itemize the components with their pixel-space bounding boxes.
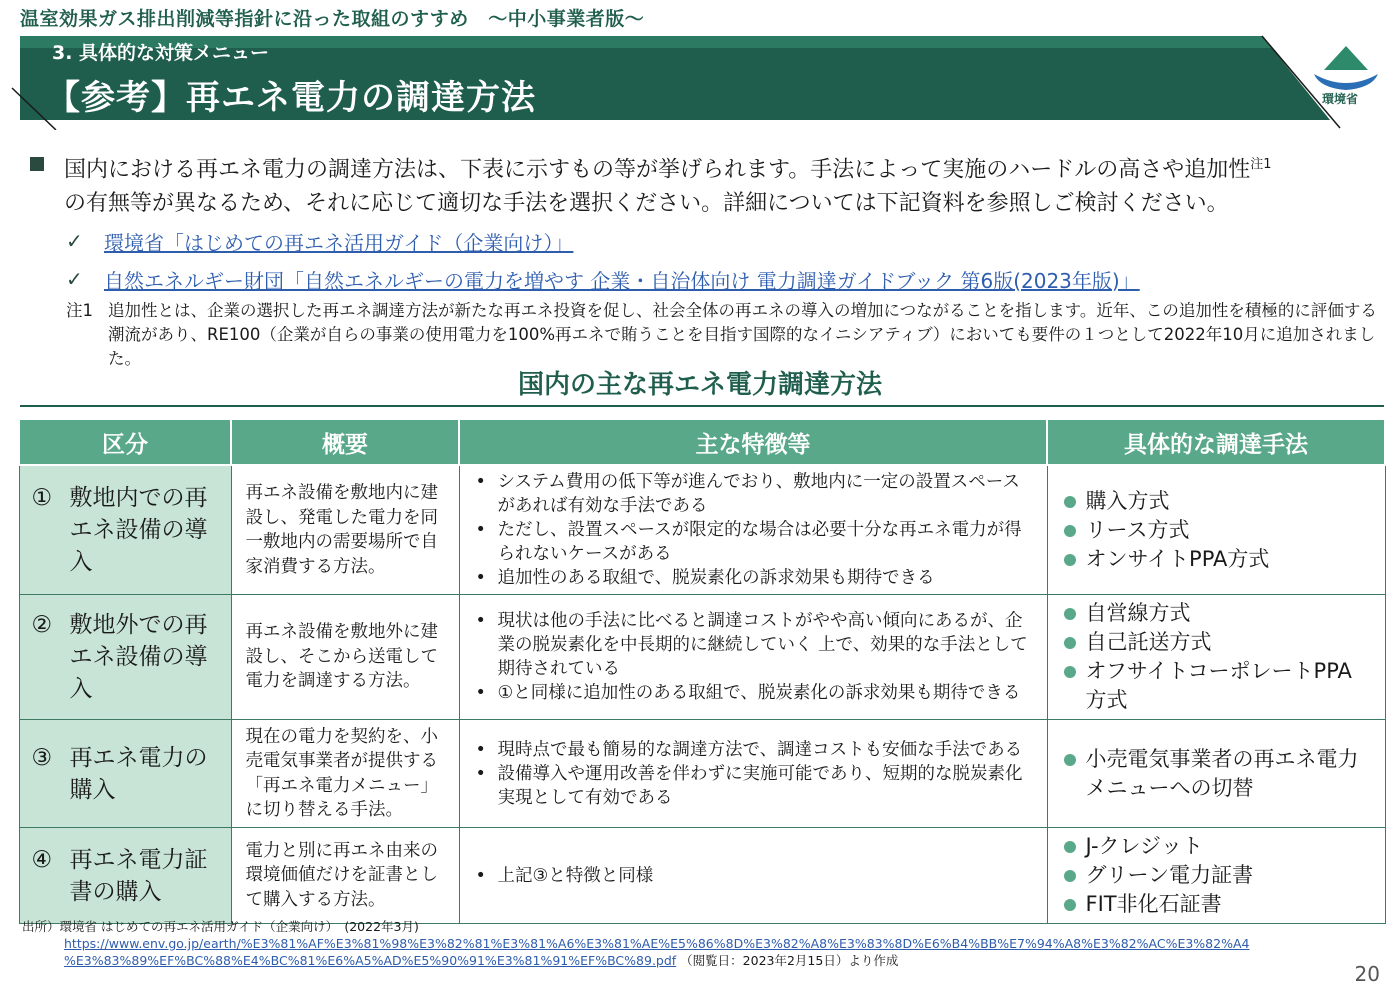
source-note (22, 918, 1382, 969)
method-item: オンサイトPPA方式 (1064, 545, 1373, 574)
method-item: グリーン電力証書 (1064, 861, 1373, 890)
footnote-text: 追加性とは、企業の選択した再エネ調達方法が新たな再エネ投資を促し、社会全体の再エネの導入の増加につながることを指します。近年、この追加性を積極的に評価する潮流があり、RE100（企業が自らの事業の使用電力を100%再エネで賄うことを目指す国際的なイニシアティブ）においても要件の１つとして2022年10月に追加されました。 (108, 301, 1377, 368)
bullet-dot-icon (1064, 554, 1076, 566)
feature-item: • 上記③と特徴と同様 (475, 865, 654, 886)
check-icon: ✓ (66, 267, 83, 291)
table-title: 国内の主な再エネ電力調達方法 (517, 370, 882, 400)
feature-item: • 設備導入や運用改善を伴わずに実施可能であり、短期的な脱炭素化実現として有効である (475, 763, 1023, 808)
access-date: （閲覧日：2023年2月15日）より作成 (680, 953, 899, 968)
category-number: ② (31, 612, 53, 638)
page-number: 20 (1354, 962, 1380, 986)
page-title: 【参考】再エネ電力の調達方法 (46, 78, 536, 118)
method-item: FIT非化石証書 (1064, 890, 1373, 919)
column-header: 具体的な調達手法 (1047, 419, 1385, 465)
check-icon: ✓ (66, 229, 83, 253)
method-item: オフサイトコーポレートPPA方式 (1064, 657, 1373, 715)
table-header-row (19, 419, 1385, 465)
method-item: 購入方式 (1064, 487, 1373, 516)
column-header: 区分 (19, 419, 231, 465)
feature-item: • 現時点で最も簡易的な調達方法で、調達コストも安価な手法である (475, 739, 1023, 760)
intro-text-1: 国内における再エネ電力の調達方法は、下表に示すもの等が挙げられます。手法によって実施のハードルの高さや追加性 (64, 157, 1251, 183)
table-row (19, 595, 1385, 720)
features-cell (459, 720, 1047, 828)
methods-cell (1047, 828, 1385, 924)
bullet-dot-icon (1064, 608, 1076, 620)
intro-paragraph (30, 148, 1380, 221)
footnote-mark: 注1 (66, 301, 93, 320)
method-item: 自己託送方式 (1064, 628, 1373, 657)
category-label: 再エネ電力の購入 (69, 744, 208, 803)
bullet-square-icon (30, 157, 44, 171)
summary-cell: 電力と別に再エネ由来の環境価値だけを証書として購入する方法。 (231, 828, 459, 924)
summary-cell: 再エネ設備を敷地外に建設し、そこから送電して電力を調達する方法。 (231, 595, 459, 720)
method-item: 自営線方式 (1064, 599, 1373, 628)
column-header: 主な特徴等 (459, 419, 1047, 465)
method-item: リース方式 (1064, 516, 1373, 545)
bullet-dot-icon (1064, 870, 1076, 882)
reference-item (66, 222, 1140, 260)
category-cell (19, 828, 231, 924)
bullet-dot-icon (1064, 637, 1076, 649)
category-number: ④ (31, 846, 53, 873)
reference-list (66, 222, 1140, 298)
methods-cell (1047, 720, 1385, 828)
category-number: ① (31, 485, 53, 511)
method-item: J-クレジット (1064, 832, 1373, 861)
source-label: 出所）環境省 はじめての再エネ活用ガイド（企業向け） (2022年3月) (22, 919, 419, 934)
footnote (66, 299, 1382, 371)
ministry-logo-label: 環境省 (1322, 92, 1359, 106)
bullet-dot-icon (1064, 496, 1076, 508)
methods-cell (1047, 595, 1385, 720)
method-item: 小売電気事業者の再エネ電力メニューへの切替 (1064, 745, 1373, 803)
bullet-dot-icon (1064, 525, 1076, 537)
summary-cell: 再エネ設備を敷地内に建設し、発電した電力を同一敷地内の需要場所で自家消費する方法。 (231, 465, 459, 595)
category-label: 敷地内での再エネ設備の導入 (69, 485, 208, 575)
intro-text-2: の有無等が異なるため、それに応じて適切な手法を選択ください。詳細については下記資料を参照しご検討ください。 (64, 191, 1229, 217)
table-row (19, 828, 1385, 924)
category-cell (19, 720, 231, 828)
doc-title: 温室効果ガス排出削減等指針に沿った取組のすすめ ～中小事業者版～ (20, 8, 645, 30)
procurement-table (18, 418, 1386, 924)
category-cell (19, 595, 231, 720)
feature-item: • 現状は他の手法に比べると調達コストがやや高い傾向にあるが、企業の脱炭素化を中長期的に継続していく 上で、効果的な手法として期待されている (475, 611, 1028, 679)
footnote-ref: 注1 (1250, 157, 1272, 172)
feature-item: • ただし、設置スペースが限定的な場合は必要十分な再エネ電力が得られないケースがある (475, 520, 1022, 564)
column-header: 概要 (231, 419, 459, 465)
bullet-dot-icon (1064, 841, 1076, 853)
source-url-link-cont[interactable]: %E3%83%89%EF%BC%88%E4%BC%81%E6%A5%AD%E5%90%91%E3%81%91%EF%BC%89.pdf (64, 953, 677, 968)
table-row (19, 720, 1385, 828)
category-label: 再エネ電力証書の購入 (69, 846, 208, 905)
category-label: 敷地外での再エネ設備の導入 (69, 612, 208, 702)
category-cell (19, 465, 231, 595)
feature-item: • システム費用の低下等が進んでおり、敷地内に一定の設置スペースがあれば有効な手法である (475, 472, 1020, 516)
summary-cell: 現在の電力を契約を、小売電気事業者が提供する「再エネ電力メニュー」に切り替える手法。 (231, 720, 459, 828)
feature-item: • ①と同様に追加性のある取組で、脱炭素化の訴求効果も期待できる (475, 683, 1021, 703)
reference-link-renewable-foundation[interactable]: 自然エネルギー財団「自然エネルギーの電力を増やす 企業・自治体向け 電力調達ガイドブック 第6版(2023年版)」 (104, 268, 1140, 293)
category-number: ③ (31, 744, 53, 771)
feature-item: • 追加性のある取組で、脱炭素化の訴求効果も期待できる (475, 568, 935, 588)
bullet-dot-icon (1064, 899, 1076, 911)
features-cell (459, 828, 1047, 924)
source-url-link[interactable]: https://www.env.go.jp/earth/%E3%81%AF%E3%81%98%E3%82%81%E3%81%A6%E3%81%AE%E5%86%8D%E3%82%A8%E3%83%8D%E6%B4%BB%E7%94%A8%E3%82%AC%E3%82%A4 (64, 936, 1250, 951)
features-cell (459, 465, 1047, 595)
table-row (19, 465, 1385, 595)
bullet-dot-icon (1064, 666, 1076, 678)
methods-cell (1047, 465, 1385, 595)
section-label: 3. 具体的な対策メニュー (52, 42, 270, 64)
reference-link-env-guide[interactable]: 環境省「はじめての再エネ活用ガイド（企業向け）」 (104, 230, 574, 255)
reference-item (66, 260, 1140, 298)
bullet-dot-icon (1064, 754, 1076, 766)
features-cell (459, 595, 1047, 720)
divider (20, 405, 1384, 407)
